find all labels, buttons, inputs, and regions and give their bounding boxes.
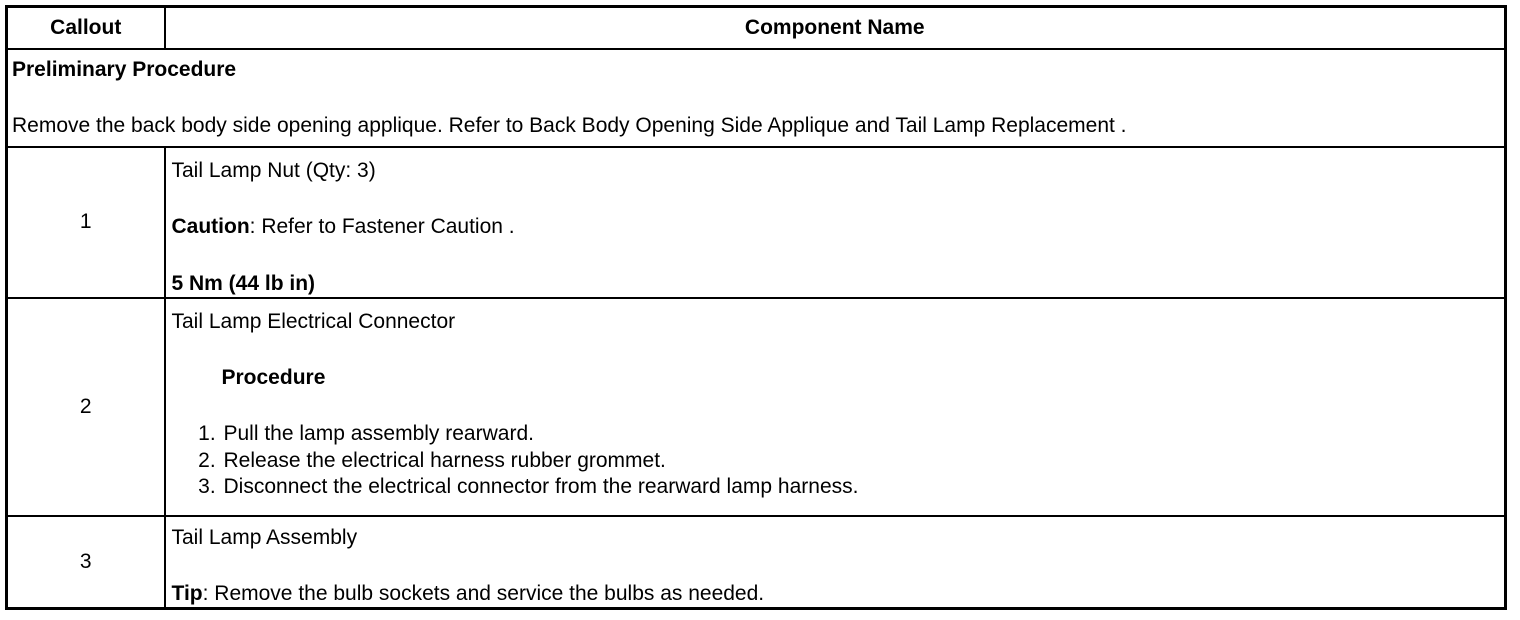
spacer [172,241,1499,271]
caution-note [172,214,1499,240]
procedure-steps [172,421,1499,500]
header-row [7,7,1506,50]
tip-note [172,581,1499,607]
component-cell [165,147,1506,298]
preliminary-text: Remove the back body side opening applique. Refer to Back Body Opening Side Applique and Tail Lamp Replacement . [12,114,1127,137]
spacer [172,551,1499,581]
procedure-step: 3. Disconnect the electrical connector from the rearward lamp harness. [222,474,1499,500]
tip-label: Tip [171,582,203,605]
table-row [7,298,1506,516]
table-row [7,147,1506,298]
component-name-header: Component Name [165,7,1506,50]
caution-label: Caution [171,215,250,239]
callout-number: 3 [7,516,165,609]
procedure-label: Procedure [221,366,326,389]
procedure-step: 2. Release the electrical harness rubber grommet. [222,448,1499,474]
component-cell [165,516,1506,609]
preliminary-row [7,49,1506,147]
component-name: Tail Lamp Assembly [171,525,358,549]
preliminary-cell [7,49,1506,147]
component-name: Tail Lamp Nut (Qty: 3) [171,159,376,182]
caution-text: : Refer to Fastener Caution . [249,215,515,239]
tip-text: : Remove the bulb sockets and service the bulbs as needed. [202,582,765,605]
table-row [7,516,1506,609]
spacer [172,184,1499,214]
component-cell [165,298,1506,516]
component-name: Tail Lamp Electrical Connector [171,309,456,333]
spacer [172,391,1499,421]
callout-number: 2 [7,298,165,516]
torque-spec: 5 Nm (44 lb in) [171,271,316,295]
spacer [12,83,1500,113]
procedure-step: 1. Pull the lamp assembly rearward. [222,421,1499,447]
callout-header: Callout [7,7,165,50]
spacer [172,335,1499,365]
component-table [5,5,1507,610]
callout-number: 1 [7,147,165,298]
preliminary-title: Preliminary Procedure [12,57,237,81]
